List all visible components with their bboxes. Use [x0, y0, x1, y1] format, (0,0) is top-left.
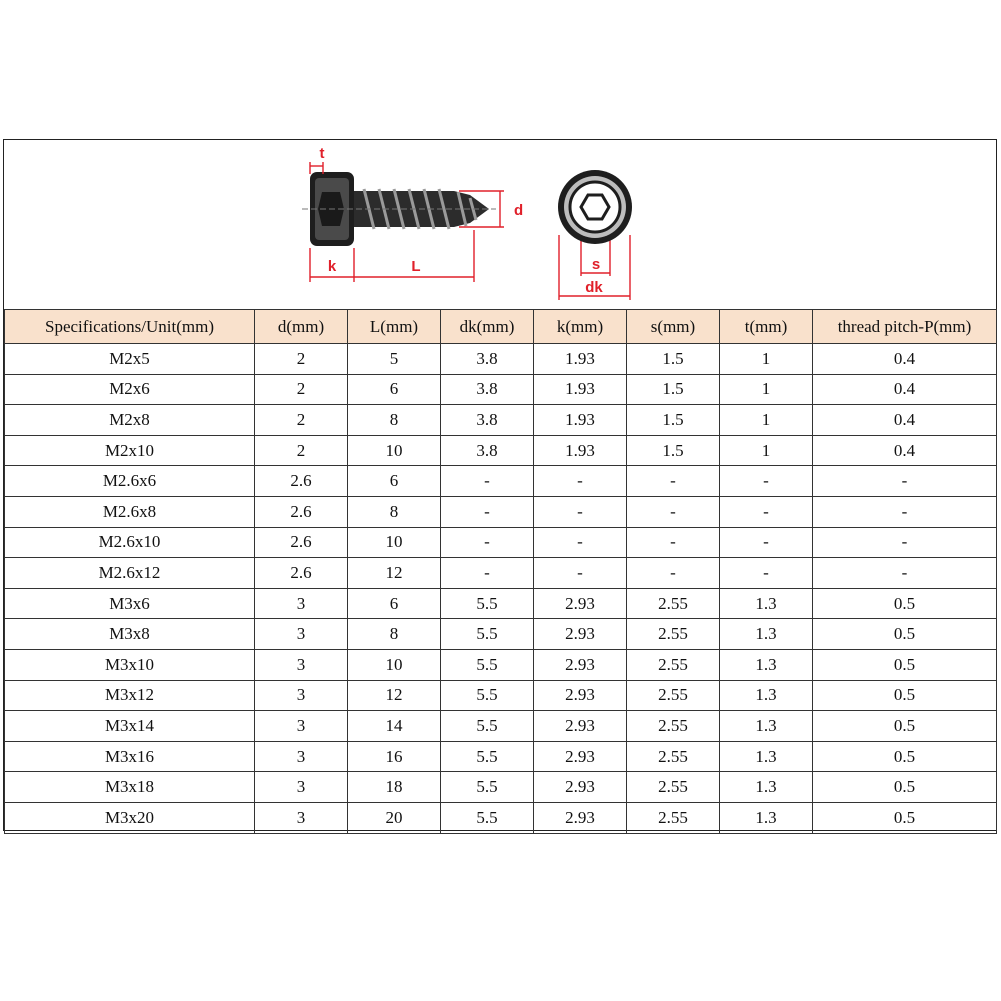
spec-name-cell: M3x20 — [5, 802, 255, 833]
table-row — [5, 619, 997, 650]
value-cell: 3 — [255, 619, 348, 650]
value-cell: 3 — [255, 772, 348, 803]
label-d: d — [514, 202, 524, 219]
value-cell: 8 — [348, 405, 441, 436]
value-cell: 0.5 — [813, 802, 997, 833]
screw-end-view — [558, 170, 632, 244]
spec-name-cell: M3x14 — [5, 711, 255, 742]
value-cell: - — [534, 466, 627, 497]
value-cell: - — [441, 558, 534, 589]
spec-name-cell: M2.6x8 — [5, 496, 255, 527]
screw-dimension-diagram — [4, 140, 996, 310]
value-cell: 2 — [255, 405, 348, 436]
value-cell: 1.3 — [720, 649, 813, 680]
spec-name-cell: M2x5 — [5, 344, 255, 375]
column-header: d(mm) — [255, 310, 348, 344]
value-cell: 1.93 — [534, 344, 627, 375]
value-cell: 2.55 — [627, 772, 720, 803]
value-cell: 12 — [348, 558, 441, 589]
table-row — [5, 527, 997, 558]
column-header: thread pitch-P(mm) — [813, 310, 997, 344]
value-cell: 1.3 — [720, 619, 813, 650]
value-cell: 2.55 — [627, 619, 720, 650]
value-cell: 2.93 — [534, 649, 627, 680]
value-cell: 5.5 — [441, 680, 534, 711]
table-row — [5, 680, 997, 711]
value-cell: 6 — [348, 374, 441, 405]
value-cell: 1 — [720, 405, 813, 436]
value-cell: 10 — [348, 435, 441, 466]
value-cell: 1.93 — [534, 374, 627, 405]
value-cell: 0.5 — [813, 588, 997, 619]
value-cell: 1 — [720, 344, 813, 375]
value-cell: - — [813, 466, 997, 497]
value-cell: 2.55 — [627, 802, 720, 833]
value-cell: - — [534, 527, 627, 558]
spec-name-cell: M3x12 — [5, 680, 255, 711]
value-cell: 2.55 — [627, 741, 720, 772]
column-header: t(mm) — [720, 310, 813, 344]
value-cell: 1.3 — [720, 711, 813, 742]
spec-name-cell: M2x10 — [5, 435, 255, 466]
value-cell: 2.93 — [534, 588, 627, 619]
value-cell: 2.6 — [255, 558, 348, 589]
value-cell: 3 — [255, 711, 348, 742]
value-cell: - — [720, 496, 813, 527]
column-header: s(mm) — [627, 310, 720, 344]
value-cell: 1.5 — [627, 435, 720, 466]
column-header: L(mm) — [348, 310, 441, 344]
value-cell: 2.6 — [255, 466, 348, 497]
value-cell: 3 — [255, 680, 348, 711]
value-cell: 1.3 — [720, 680, 813, 711]
table-row — [5, 649, 997, 680]
value-cell: 2 — [255, 374, 348, 405]
value-cell: - — [720, 466, 813, 497]
value-cell: 2 — [255, 435, 348, 466]
column-header: dk(mm) — [441, 310, 534, 344]
value-cell: - — [534, 558, 627, 589]
table-header-row — [5, 310, 997, 344]
value-cell: 0.4 — [813, 374, 997, 405]
value-cell: 10 — [348, 649, 441, 680]
value-cell: 12 — [348, 680, 441, 711]
column-header: k(mm) — [534, 310, 627, 344]
spec-name-cell: M2.6x6 — [5, 466, 255, 497]
value-cell: - — [627, 527, 720, 558]
value-cell: 5.5 — [441, 619, 534, 650]
value-cell: 10 — [348, 527, 441, 558]
value-cell: 1.93 — [534, 435, 627, 466]
value-cell: 5.5 — [441, 649, 534, 680]
value-cell: 3 — [255, 588, 348, 619]
screw-side-view — [302, 172, 496, 246]
value-cell: 1.3 — [720, 802, 813, 833]
spec-name-cell: M2x6 — [5, 374, 255, 405]
table-row — [5, 711, 997, 742]
label-dk: dk — [585, 279, 603, 296]
value-cell: - — [441, 496, 534, 527]
label-k: k — [327, 258, 337, 275]
value-cell: - — [813, 527, 997, 558]
value-cell: 5.5 — [441, 802, 534, 833]
value-cell: 8 — [348, 619, 441, 650]
value-cell: 2.93 — [534, 680, 627, 711]
value-cell: - — [627, 496, 720, 527]
value-cell: 1.93 — [534, 405, 627, 436]
value-cell: 5 — [348, 344, 441, 375]
value-cell: - — [627, 466, 720, 497]
spec-name-cell: M3x16 — [5, 741, 255, 772]
table-row — [5, 344, 997, 375]
value-cell: 3.8 — [441, 344, 534, 375]
value-cell: 2.93 — [534, 619, 627, 650]
value-cell: 3 — [255, 741, 348, 772]
value-cell: 2 — [255, 344, 348, 375]
value-cell: 16 — [348, 741, 441, 772]
value-cell: 0.5 — [813, 680, 997, 711]
label-s: s — [591, 256, 601, 273]
column-header: Specifications/Unit(mm) — [5, 310, 255, 344]
value-cell: 0.4 — [813, 405, 997, 436]
value-cell: 3.8 — [441, 435, 534, 466]
spec-table — [4, 309, 997, 834]
value-cell: 3 — [255, 649, 348, 680]
spec-name-cell: M3x8 — [5, 619, 255, 650]
value-cell: 1.5 — [627, 405, 720, 436]
value-cell: 0.5 — [813, 741, 997, 772]
table-row — [5, 435, 997, 466]
table-row — [5, 772, 997, 803]
value-cell: 6 — [348, 466, 441, 497]
value-cell: 1 — [720, 435, 813, 466]
spec-sheet — [3, 139, 997, 831]
value-cell: 2.93 — [534, 711, 627, 742]
value-cell: 3 — [255, 802, 348, 833]
value-cell: - — [813, 496, 997, 527]
table-body — [5, 344, 997, 834]
value-cell: - — [813, 558, 997, 589]
value-cell: - — [720, 558, 813, 589]
value-cell: 1 — [720, 374, 813, 405]
table-row — [5, 802, 997, 833]
value-cell: 2.93 — [534, 741, 627, 772]
value-cell: 1.3 — [720, 772, 813, 803]
hex-socket-icon — [581, 195, 609, 219]
value-cell: 0.5 — [813, 649, 997, 680]
value-cell: - — [627, 558, 720, 589]
value-cell: 2.55 — [627, 711, 720, 742]
value-cell: - — [441, 527, 534, 558]
value-cell: - — [534, 496, 627, 527]
value-cell: 1.5 — [627, 374, 720, 405]
label-L: L — [411, 258, 421, 275]
table-row — [5, 558, 997, 589]
spec-name-cell: M2.6x12 — [5, 558, 255, 589]
value-cell: 0.5 — [813, 772, 997, 803]
value-cell: - — [720, 527, 813, 558]
value-cell: 5.5 — [441, 741, 534, 772]
spec-name-cell: M2x8 — [5, 405, 255, 436]
spec-name-cell: M2.6x10 — [5, 527, 255, 558]
value-cell: 14 — [348, 711, 441, 742]
value-cell: 5.5 — [441, 711, 534, 742]
table-row — [5, 496, 997, 527]
table-row — [5, 741, 997, 772]
value-cell: - — [441, 466, 534, 497]
value-cell: 5.5 — [441, 772, 534, 803]
value-cell: 2.93 — [534, 802, 627, 833]
value-cell: 2.6 — [255, 527, 348, 558]
label-t: t — [319, 145, 325, 162]
spec-name-cell: M3x10 — [5, 649, 255, 680]
value-cell: 2.55 — [627, 649, 720, 680]
spec-name-cell: M3x18 — [5, 772, 255, 803]
table-row — [5, 588, 997, 619]
value-cell: 3.8 — [441, 374, 534, 405]
value-cell: 20 — [348, 802, 441, 833]
table-row — [5, 466, 997, 497]
value-cell: 0.5 — [813, 711, 997, 742]
table-row — [5, 405, 997, 436]
value-cell: 3.8 — [441, 405, 534, 436]
value-cell: 1.3 — [720, 741, 813, 772]
value-cell: 0.4 — [813, 344, 997, 375]
table-row — [5, 374, 997, 405]
value-cell: 18 — [348, 772, 441, 803]
value-cell: 2.6 — [255, 496, 348, 527]
value-cell: 2.93 — [534, 772, 627, 803]
value-cell: 5.5 — [441, 588, 534, 619]
value-cell: 6 — [348, 588, 441, 619]
value-cell: 0.4 — [813, 435, 997, 466]
value-cell: 1.3 — [720, 588, 813, 619]
value-cell: 2.55 — [627, 588, 720, 619]
value-cell: 0.5 — [813, 619, 997, 650]
value-cell: 1.5 — [627, 344, 720, 375]
spec-name-cell: M3x6 — [5, 588, 255, 619]
value-cell: 2.55 — [627, 680, 720, 711]
value-cell: 8 — [348, 496, 441, 527]
